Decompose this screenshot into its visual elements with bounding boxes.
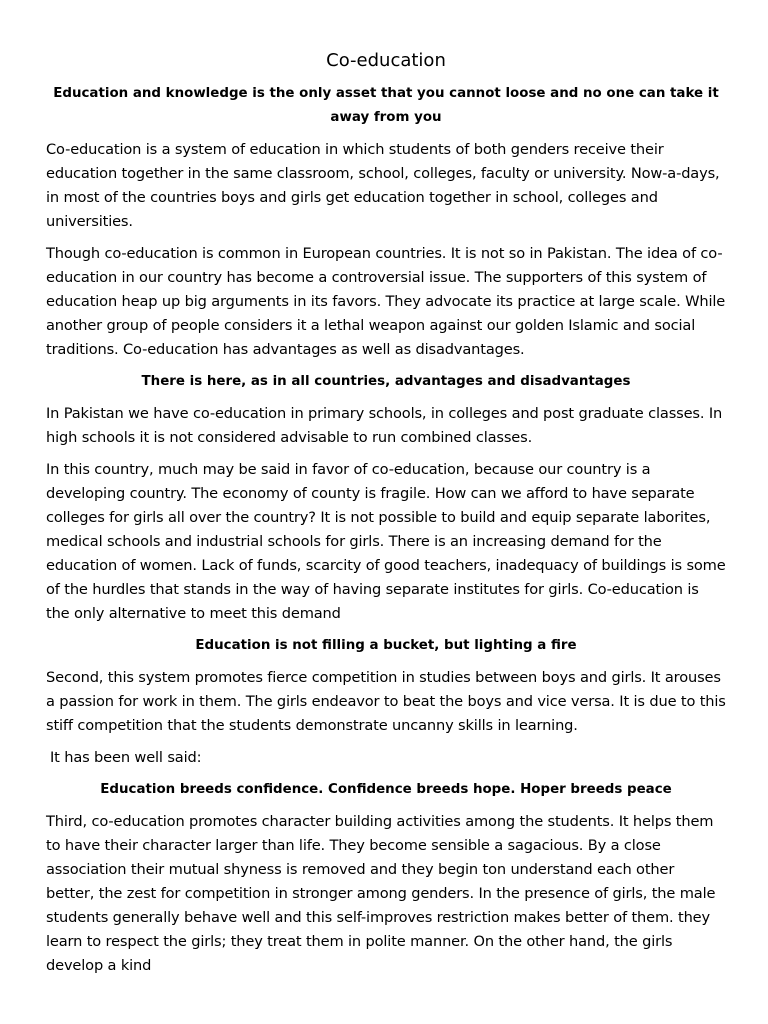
document-page	[46, 48, 726, 986]
quote-confidence: Education breeds confidence. Confidence breeds hope. Hoper breeds peace	[100, 782, 672, 797]
quote-advantages-disadvantages: There is here, as in all countries, advantages and disadvantages	[141, 374, 631, 389]
quote-bucket-fire: Education is not filling a bucket, but lighting a fire	[195, 638, 577, 653]
paragraph-competition: Second, this system promotes fierce competition in studies between boys and girls. It arouses a passion for work in them. The girls endeavor to beat the boys and vice versa. It is due to this stiff competition that the students demonstrate uncanny skills in learning.	[46, 669, 726, 734]
paragraph-well-said: It has been well said:	[50, 749, 202, 766]
paragraph-definition: Co-education is a system of education in which students of both genders receive their education together in the same classroom, school, colleges, faculty or university. Now-a-days, in most of the countries boys and girls get education together in school, colleges and universities.	[46, 141, 720, 230]
paragraph-character-building: Third, co-education promotes character building activities among the students. It helps them to have their character larger than life. They become sensible a sagacious. By a close association their mutual shyness is removed and they begin ton understand each other better, the zest for competition in stronger among genders. In the presence of girls, the male students generally behave well and this self-improves restriction makes better of them. they learn to respect the girls; they treat them in polite manner. On the other hand, the girls develop a kind	[46, 813, 716, 974]
paragraph-pakistan-schools: In Pakistan we have co-education in primary schools, in colleges and post graduate classes. In high schools it is not considered advisable to run combined classes.	[46, 405, 723, 446]
paragraph-economy: In this country, much may be said in favor of co-education, because our country is a developing country. The economy of county is fragile. How can we afford to have separate colleges for girls all over the country? It is not possible to build and equip separate laborites, medical schools and industrial schools for girls. There is an increasing demand for the education of women. Lack of funds, scarcity of good teachers, inadequacy of buildings is some of the hurdles that stands in the way of having separate institutes for girls. Co-education is the only alternative to meet this demand	[46, 461, 726, 622]
quote-knowledge: Education and knowledge is the only asset that you cannot loose and no one can take it away from you	[53, 86, 719, 125]
paragraph-pakistan-controversy: Though co-education is common in European countries. It is not so in Pakistan. The idea of co-education in our country has become a controversial issue. The supporters of this system of education heap up big arguments in its favors. They advocate its practice at large scale. While another group of people considers it a lethal weapon against our golden Islamic and social traditions. Co-education has advantages as well as disadvantages.	[46, 245, 726, 358]
document-title: Co-education	[326, 50, 446, 71]
